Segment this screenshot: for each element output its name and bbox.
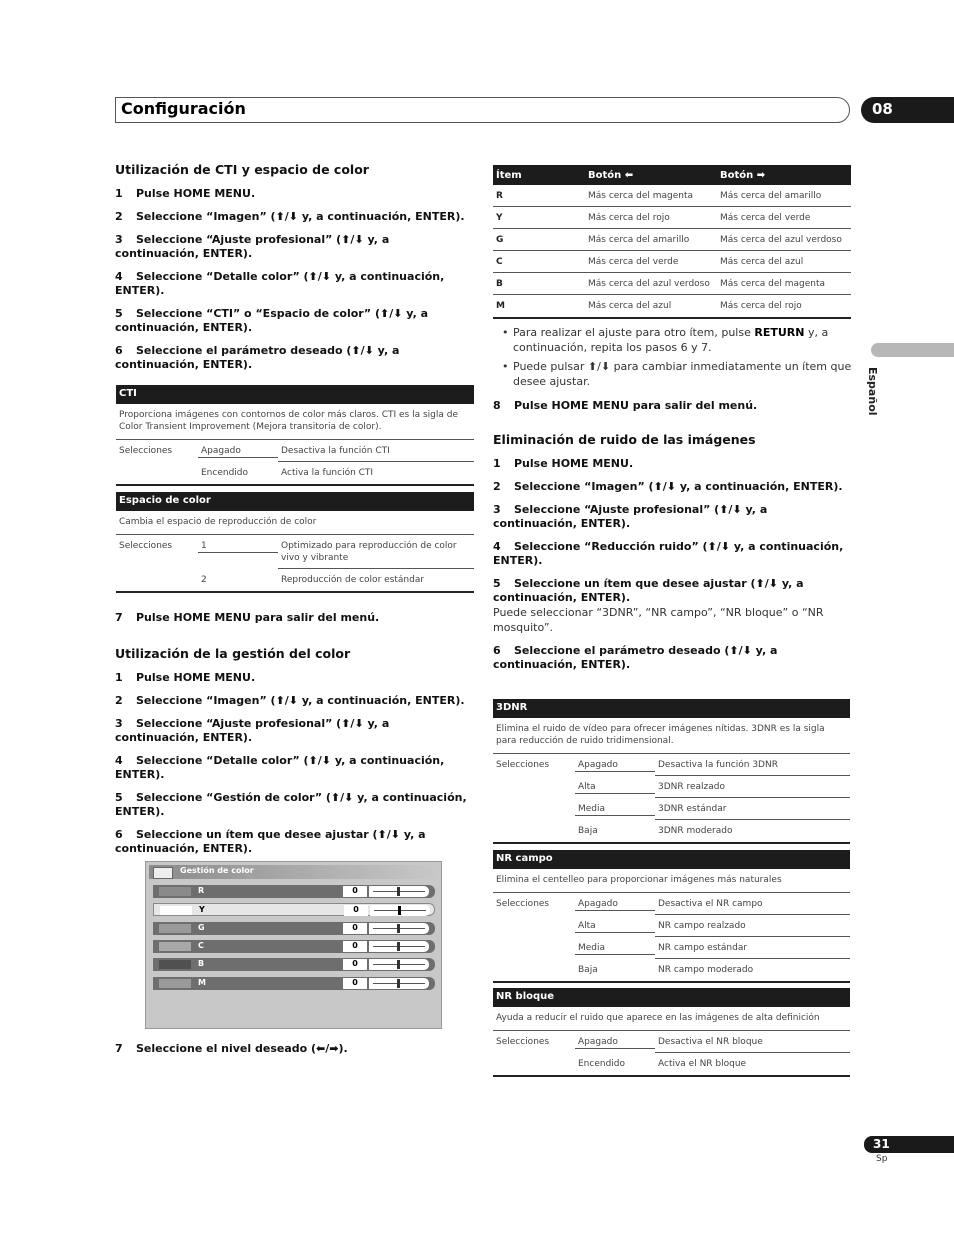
color-swatch	[159, 942, 191, 951]
selections-label	[493, 776, 575, 781]
step-number: 2	[115, 694, 123, 707]
step-6	[115, 828, 475, 856]
right-button-effect: Más cerca del amarillo	[720, 190, 822, 201]
step-5	[115, 791, 475, 819]
step-number: 4	[493, 540, 501, 553]
table-row	[116, 569, 474, 591]
left-button-effect: Más cerca del azul verdoso	[588, 278, 710, 289]
item-code: B	[496, 278, 503, 289]
step-2	[115, 694, 475, 708]
table-row	[493, 820, 850, 842]
step-8: 8 Pulse HOME MENU para salir del menú.	[493, 399, 758, 412]
option-name: Apagado	[198, 440, 278, 458]
header-left-button: Botón ⬅	[588, 169, 634, 181]
notes-block	[493, 325, 853, 422]
step-3	[115, 717, 475, 745]
step-text: Seleccione “Gestión de color” (⬆/⬇ y, a continuación, ENTER).	[115, 791, 467, 818]
item-table-row	[493, 207, 851, 229]
option-description: NR campo estándar	[655, 937, 850, 959]
option-description: Optimizado para reproducción de color vivo y vibrante	[278, 535, 474, 569]
header-item: Ítem	[496, 169, 522, 181]
step-4	[493, 540, 853, 568]
selections-label	[493, 959, 575, 964]
section-heading-noise: Eliminación de ruido de las imágenes	[493, 432, 756, 447]
color-value: 0	[343, 923, 367, 934]
step-number: 3	[115, 233, 123, 246]
color-value: 0	[344, 905, 368, 916]
step-number: 2	[493, 480, 501, 493]
section-heading-cti: Utilización de CTI y espacio de color	[115, 162, 369, 177]
step-3	[115, 233, 475, 261]
selections-label	[493, 915, 575, 920]
right-button-effect: Más cerca del azul	[720, 256, 804, 267]
color-label: C	[198, 940, 204, 950]
step-text: Seleccione “Ajuste profesional” (⬆/⬇ y, a continuación, ENTER).	[493, 503, 768, 530]
step-1	[115, 187, 475, 201]
slider-marker	[397, 979, 400, 988]
option-name: Apagado	[575, 754, 655, 772]
color-label: G	[198, 922, 205, 932]
color-row-y	[153, 903, 435, 916]
option-description: Activa la función CTI	[281, 468, 374, 478]
step-text: Seleccione “Ajuste profesional” (⬆/⬇ y, a continuación, ENTER).	[115, 717, 390, 744]
slider-marker	[398, 906, 401, 915]
gestion-steps	[115, 671, 475, 856]
option-description: Desactiva la función 3DNR	[655, 754, 850, 776]
step-4	[115, 270, 475, 298]
selections-label	[116, 462, 198, 467]
step-text: Seleccione “Ajuste profesional” (⬆/⬇ y, a continuación, ENTER).	[115, 233, 390, 260]
selections-label: Selecciones	[496, 1037, 550, 1047]
item-table-row	[493, 251, 851, 273]
color-row-g	[153, 922, 435, 935]
level-slider	[369, 886, 429, 897]
step-1	[493, 457, 853, 471]
step-text: Seleccione un ítem que desee ajustar (⬆/⬇ y, a continuación, ENTER).	[115, 828, 426, 855]
noise-column	[493, 432, 853, 681]
color-management-screen	[145, 861, 442, 1029]
option-description: NR campo moderado	[658, 965, 754, 975]
step-number: 1	[115, 671, 123, 684]
table-row	[493, 754, 850, 776]
option-description: Activa el NR bloque	[658, 1059, 747, 1069]
table-description: Elimina el ruido de vídeo para ofrecer imágenes nítidas. 3DNR es la sigla para reducción de ruido tridimensional.	[493, 718, 850, 754]
color-space-table	[116, 492, 474, 593]
option-description: Desactiva la función CTI	[278, 440, 474, 462]
step-text: Seleccione “Imagen” (⬆/⬇ y, a continuación, ENTER).	[514, 480, 843, 493]
step-text: Seleccione “Detalle color” (⬆/⬇ y, a continuación, ENTER).	[115, 754, 445, 781]
step-text: Seleccione “Imagen” (⬆/⬇ y, a continuación, ENTER).	[136, 694, 465, 707]
right-button-effect: Más cerca del rojo	[720, 301, 802, 311]
color-label: Y	[199, 905, 205, 915]
cti-step7-block	[115, 611, 475, 634]
table-row	[493, 798, 850, 820]
menu-icon	[153, 867, 173, 879]
slider-marker	[397, 960, 400, 969]
step-text: Pulse HOME MENU.	[514, 457, 634, 470]
option-name: Encendido	[201, 468, 249, 478]
item-table-row	[493, 273, 851, 295]
table-title: 3DNR	[493, 699, 850, 718]
header-right-button: Botón ➡	[720, 169, 766, 181]
left-button-effect: Más cerca del verde	[588, 256, 679, 267]
cti-step7: 7 Pulse HOME MENU para salir del menú.	[115, 611, 380, 624]
table-title: Espacio de color	[116, 492, 474, 511]
step-5	[115, 307, 475, 335]
nr-campo-table	[493, 850, 850, 983]
color-value: 0	[343, 941, 367, 952]
screen-title-bar	[149, 865, 438, 879]
page-language-code: Sp	[876, 1154, 888, 1164]
gestion-step7: 7 Seleccione el nivel deseado (⬅/➡).	[115, 1042, 348, 1055]
color-row-c	[153, 940, 435, 953]
step-number: 3	[493, 503, 501, 516]
table-description: Cambia el espacio de reproducción de color	[116, 511, 474, 535]
option-description: 3DNR estándar	[655, 798, 850, 820]
option-description: 3DNR realzado	[655, 776, 850, 798]
option-description: Desactiva el NR bloque	[655, 1031, 850, 1053]
selections-label	[493, 798, 575, 803]
option-name: Encendido	[578, 1059, 626, 1069]
option-name: Apagado	[575, 1031, 655, 1049]
cti-steps	[115, 187, 475, 372]
step-2	[493, 480, 853, 494]
level-slider	[369, 923, 429, 934]
color-label: M	[198, 977, 206, 987]
option-name: Baja	[578, 965, 598, 975]
step-number: 3	[115, 717, 123, 730]
step-text: Seleccione “Reducción ruido” (⬆/⬇ y, a continuación, ENTER).	[493, 540, 844, 567]
note-return: • Para realizar el ajuste para otro ítem, pulse RETURN y, a continuación, repita los pasos 6 y 7.	[493, 325, 853, 355]
language-label: Español	[866, 367, 879, 416]
table-row	[116, 462, 474, 484]
step-number: 1	[115, 187, 123, 200]
selections-label	[493, 1053, 575, 1058]
table-title: NR bloque	[493, 988, 850, 1007]
selections-label	[116, 569, 198, 574]
option-name: Media	[575, 798, 655, 816]
table-row	[493, 893, 850, 915]
color-swatch	[159, 960, 191, 969]
table-title: NR campo	[493, 850, 850, 869]
step-4	[115, 754, 475, 782]
option-name: Media	[575, 937, 655, 955]
step-number: 1	[493, 457, 501, 470]
item-code: C	[496, 256, 503, 267]
slider-marker	[397, 924, 400, 933]
slider-marker	[397, 887, 400, 896]
color-row-m	[153, 977, 435, 990]
item-table-row	[493, 229, 851, 251]
3dnr-table	[493, 699, 850, 844]
step-number: 4	[115, 754, 123, 767]
selections-label: Selecciones	[496, 760, 550, 770]
page-title: Configuración	[121, 99, 246, 118]
left-button-effect: Más cerca del azul	[588, 301, 672, 311]
table-row	[493, 1031, 850, 1053]
table-description: Ayuda a reducir el ruido que aparece en las imágenes de alta definición	[493, 1007, 850, 1031]
step-1	[115, 671, 475, 685]
step-number: 5	[115, 307, 123, 320]
step-text: Seleccione “Detalle color” (⬆/⬇ y, a continuación, ENTER).	[115, 270, 445, 297]
step-number: 6	[115, 828, 123, 841]
table-row	[493, 915, 850, 937]
color-value: 0	[343, 978, 367, 989]
header-bar	[115, 97, 850, 123]
table-title: CTI	[116, 385, 474, 404]
level-slider	[370, 905, 430, 916]
note-arrows: • Puede pulsar ⬆/⬇ para cambiar inmediatamente un ítem que desee ajustar.	[493, 359, 853, 389]
step5-note: Puede seleccionar “3DNR”, “NR campo”, “NR bloque” o “NR mosquito”.	[493, 606, 824, 634]
table-description: Proporciona imágenes con contornos de color más claros. CTI es la sigla de Color Transient Improvement (Mejora transitoria de color).	[116, 404, 474, 440]
step-3	[493, 503, 853, 531]
selections-label	[493, 937, 575, 942]
level-slider	[369, 941, 429, 952]
level-slider	[369, 959, 429, 970]
option-description: Desactiva el NR campo	[655, 893, 850, 915]
item-code: R	[496, 190, 503, 201]
table-row	[493, 1053, 850, 1075]
option-name: 1	[198, 535, 278, 553]
selections-label: Selecciones	[496, 899, 550, 909]
slider-marker	[397, 942, 400, 951]
nr-bloque-table	[493, 988, 850, 1077]
step-text: Seleccione el parámetro deseado (⬆/⬇ y, a continuación, ENTER).	[115, 344, 400, 371]
step-text: Seleccione “CTI” o “Espacio de color” (⬆/⬇ y, a continuación, ENTER).	[115, 307, 429, 334]
option-name: 2	[201, 575, 207, 585]
option-description: NR campo realzado	[655, 915, 850, 937]
selections-label	[493, 820, 575, 825]
cti-table	[116, 385, 474, 486]
step-number: 4	[115, 270, 123, 283]
table-row	[493, 776, 850, 798]
item-button-table	[493, 165, 851, 319]
item-table-header	[493, 165, 851, 185]
screen-title: Gestión de color	[180, 866, 254, 875]
table-row	[493, 937, 850, 959]
color-swatch	[160, 906, 192, 915]
step-number: 5	[115, 791, 123, 804]
left-column	[115, 162, 475, 381]
color-swatch	[159, 924, 191, 933]
section-heading-gestion: Utilización de la gestión del color	[115, 646, 351, 661]
item-table-row	[493, 295, 851, 317]
right-button-effect: Más cerca del magenta	[720, 278, 826, 289]
step-number: 2	[115, 210, 123, 223]
item-code: G	[496, 234, 504, 245]
option-description: Reproducción de color estándar	[281, 575, 425, 585]
noise-step6: 6 Seleccione el parámetro deseado (⬆/⬇ y, a continuación, ENTER).	[493, 644, 778, 671]
selections-label: Selecciones	[119, 541, 173, 551]
option-name: Baja	[578, 826, 598, 836]
left-button-effect: Más cerca del magenta	[588, 190, 694, 201]
color-label: R	[198, 886, 205, 895]
step-2	[115, 210, 475, 224]
step-text: Pulse HOME MENU.	[136, 671, 256, 684]
right-button-effect: Más cerca del azul verdoso	[720, 234, 842, 245]
right-button-effect: Más cerca del verde	[720, 212, 811, 223]
step-text: Seleccione “Imagen” (⬆/⬇ y, a continuación, ENTER).	[136, 210, 465, 223]
option-name: Alta	[575, 915, 655, 933]
option-name: Alta	[575, 776, 655, 794]
color-row-b	[153, 958, 435, 971]
item-code: Y	[496, 212, 503, 223]
step-number: 6	[115, 344, 123, 357]
selections-label: Selecciones	[119, 446, 173, 456]
page-number: 31	[864, 1136, 954, 1153]
color-swatch	[159, 887, 191, 896]
step-6	[115, 344, 475, 372]
color-value: 0	[343, 959, 367, 970]
gestion-column	[115, 646, 475, 865]
step-text: Seleccione un ítem que desee ajustar (⬆/⬇ y, a continuación, ENTER).	[493, 577, 804, 604]
table-row	[116, 440, 474, 462]
color-swatch	[159, 979, 191, 988]
gestion-step7-block	[115, 1042, 475, 1065]
language-tab	[871, 343, 954, 357]
noise-steps	[493, 457, 853, 605]
table-row	[116, 535, 474, 569]
left-button-effect: Más cerca del amarillo	[588, 234, 690, 245]
step-text: Pulse HOME MENU.	[136, 187, 256, 200]
level-slider	[369, 978, 429, 989]
chapter-number: 08	[861, 97, 954, 123]
color-value: 0	[343, 886, 367, 897]
option-name: Apagado	[575, 893, 655, 911]
item-code: M	[496, 301, 505, 311]
step-5	[493, 577, 853, 605]
step-number: 5	[493, 577, 501, 590]
item-table-row	[493, 185, 851, 207]
table-row	[493, 959, 850, 981]
color-row-r	[153, 885, 435, 898]
option-description: 3DNR moderado	[658, 826, 733, 836]
left-button-effect: Más cerca del rojo	[588, 212, 670, 223]
color-label: B	[198, 959, 205, 969]
table-description: Elimina el centelleo para proporcionar imágenes más naturales	[493, 869, 850, 893]
